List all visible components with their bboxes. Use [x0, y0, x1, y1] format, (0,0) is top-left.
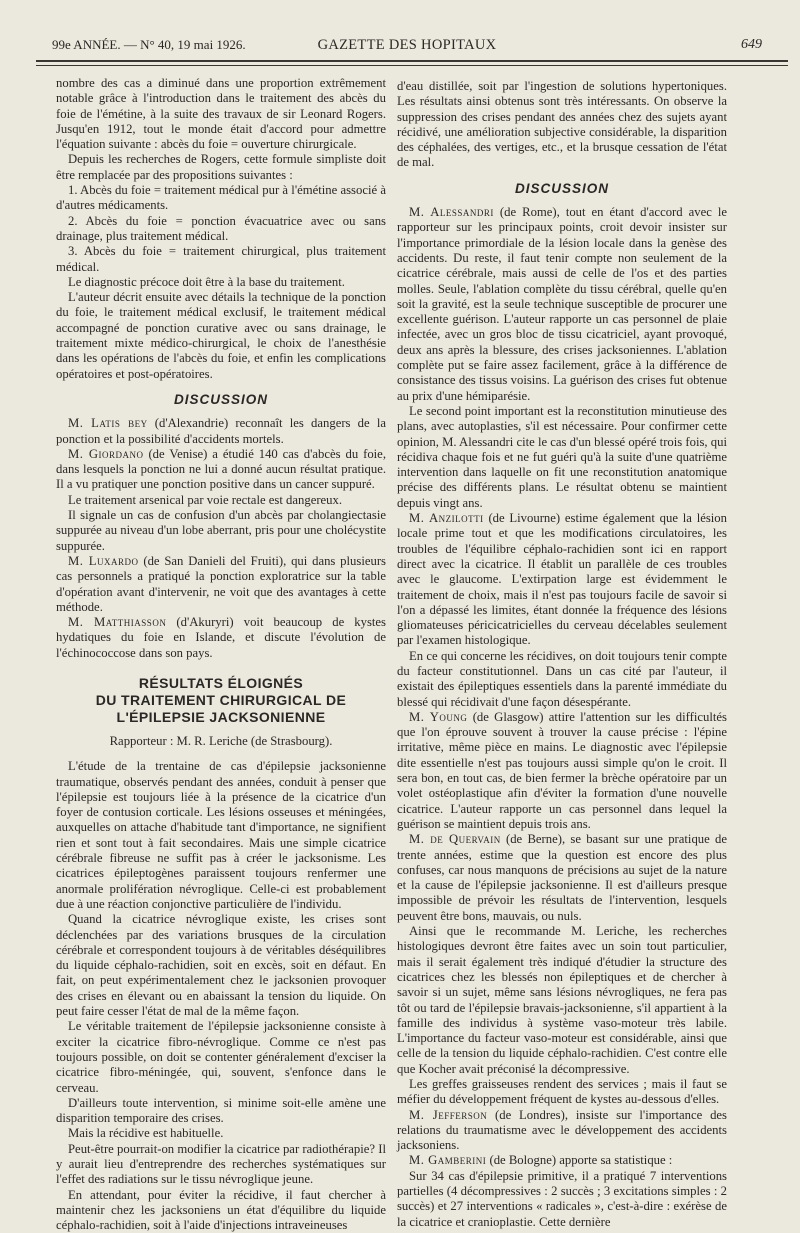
discussion-text: (d'Alexandrie) reconnaît les dangers de la ponction et la possibilité d'accidents mortels. [56, 416, 386, 446]
discussion-paragraph [397, 511, 727, 649]
paragraph: Depuis les recherches de Rogers, cette formule simpliste doit être remplacée par des propositions suivantes : [56, 152, 386, 182]
speaker-name: M. de Quervain [409, 832, 501, 847]
discussion-text: (de Berne), se basant sur une pratique de trente années, estime que la question est encore des plus confuses, car nous manquons de précisions au sujet de la nature et la cause de l'épilepsie jacksonienne. Il est d'ailleurs presque impossible de prévoir les résultats de l'intervention, lesquels peuvent être bons, mauvais, ou nuls. [397, 832, 727, 923]
discussion-paragraph [56, 493, 386, 508]
discussion-text: Ainsi que le recommande M. Leriche, les recherches histologiques devront être faites avec un soin tout particulier, mais il serait également très indiqué d'étudier la structure des cicatrices chez les blessés non épileptiques et de chercher à savoir si un sujet, même sans lésions névrogliques, ne fera pas tôt ou tard de l'épilepsie bravais-jacksonienne, s'il appartient à la famille des individus à système vaso-moteur très labile. L'importance du facteur vaso-moteur est considérable, ainsi que celle de la tension du liquide céphalo-rachidien. C'est contre elle que Kocher avait préconisé la décompressive. [397, 924, 727, 1076]
list-item: 3. Abcès du foie = traitement chirurgical, plus traitement médical. [56, 244, 386, 274]
discussion-text: Le second point important est la reconstitution minutieuse des plans, avec autoplasties, s'il est nécessaire. Pour confirmer cette opinion, M. Alessandri cite le cas d'un blessé opéré trois fois, qui récidiva chaque fois et ne fut guéri qu'à la suite d'une quatrième intervention dans laquelle on fit une reconstitution anatomique précise des différents plans. Le résultat obtenu se maintient depuis vingt ans. [397, 403, 727, 510]
rapporteur-line: Rapporteur : M. R. Leriche (de Strasbourg). [109, 733, 333, 748]
discussion-text: Le traitement arsenical par voie rectale est dangereux. [68, 492, 343, 507]
discussion-paragraph [397, 710, 727, 832]
discussion-paragraph [397, 1169, 727, 1230]
discussion-paragraph [56, 554, 386, 615]
discussion-paragraph [397, 404, 727, 511]
discussion-text: (d'Akuryri) voit beaucoup de kystes hydatiques du foie en Islande, et discute l'évolution de l'échinococcose dans son pays. [56, 615, 386, 660]
discussion-text: En ce qui concerne les récidives, on doit toujours tenir compte du facteur constitutionnel. Dans un cas cité par l'auteur, il existait des épileptiques essentiels dans la parenté immédiate du blessé qui récidivait d'une façon désespérante. [397, 648, 727, 709]
paragraph: Quand la cicatrice névroglique existe, les crises sont déclenchées par des variations brusques de la circulation cérébrale et correspondent toujours à de véritables déséquilibres du liquide céphalo-rachidien, soit en excès, soit en défaut. En fait, on peut expérimentalement chez le jacksonien provoquer des crises en élevant ou en abaissant la tension du liquide. On peut faire cesser l'état de mal de la même façon. [56, 912, 386, 1019]
speaker-name: M. Latis bey [68, 416, 148, 431]
discussion-paragraph [56, 447, 386, 493]
discussion-paragraph [56, 416, 386, 447]
article-title-line: RÉSULTATS ÉLOIGNÉS [138, 674, 304, 691]
paragraph: L'auteur décrit ensuite avec détails la technique de la ponction du foie, le traitement médical exclusif, le traitement médical accompagné de ponction curative avec ou sans drainage, le traitement mixte médico-chirurgical, le choix de l'anesthésie dans les opérations de l'abcès du foie, et enfin les complications opératoires et post-opératoires. [56, 290, 386, 381]
discussion-paragraph [397, 1108, 727, 1154]
speaker-name: M. Anzilotti [409, 511, 484, 526]
paragraph: Peut-être pourrait-on modifier la cicatrice par radiothérapie? Il y aurait lieu d'entreprendre des recherches systématiques sur l'effet des radiations sur le tissu névroglique jeune. [56, 1141, 386, 1187]
page-header [52, 36, 762, 54]
speaker-name: M. Alessandri [409, 205, 494, 220]
discussion-text: (de Livourne) estime également que la lésion locale prime tout et que les modifications circulatoires, les troubles de l'équilibre céphalo-rachidien sont ici en rapport direct avec la cicatrice. Il établit un parallèle de ces troubles avec le glaucome. L'extirpation large est évidemment le traitement de choix, mais il n'est pas toujours facile de savoir si l'on a dépassé les limites, étant donnée la fréquence des lésions gliomateuses péricicatricielles du cerveau décelables seulement par l'examen histologique. [397, 511, 727, 648]
list-item: 2. Abcès du foie = ponction évacuatrice avec ou sans drainage, plus traitement médical. [56, 213, 386, 243]
discussion-paragraph [397, 832, 727, 924]
discussion-text: (de Rome), tout en étant d'accord avec le rapporteur sur les principaux points, croit devoir insister sur l'importance primordiale de la lésion locale dans la genèse des accidents. Du reste, il faut tenir compte non seulement de la cicatrice cérébrale, mais aussi de celle de l'os et des parties molles. Seule, l'ablation complète du tissu cérébral, quelle qu'en soit la gravité, est la seule technique susceptible de procurer une excellente guérison. L'auteur rapporte un cas personnel de plaie infectée, avec un gros bloc de tissu cicatriciel, ayant provoqué, deux ans après la blessure, des crises jacksoniennes. L'ablation complète put se faire assez facilement, grâce à la différence de consistance des tissus voisins. La guérison des crises fut obtenue au prix d'une hémiparésie. [397, 205, 727, 403]
discussion-paragraph [397, 1153, 727, 1168]
article-title-line: DU TRAITEMENT CHIRURGICAL DE L'ÉPILEPSIE JACKSONIENNE [95, 691, 347, 725]
speaker-name: M. Young [409, 709, 468, 724]
discussion-text: (de San Danieli del Fruiti), qui dans plusieurs cas personnels a pratiqué la ponction exploratrice sur la table d'opération avant d'intervenir, ne voit que des avantages à cette méthode. [56, 553, 386, 614]
paragraph: nombre des cas a diminué dans une proportion extrêmement notable grâce à l'introduction dans le traitement des abcès du foie de l'émétine, à la suite des travaux de sir Leonard Rogers. Jusqu'en 1912, tout le monde était d'accord pour admettre l'équation suivante : abcès du foie = ouverture chirurgicale. [56, 76, 386, 152]
issue-info: 99e ANNÉE. — N° 40, 19 mai 1926. [52, 37, 246, 52]
journal-title: GAZETTE DES HOPITAUX [317, 37, 497, 53]
discussion-text: Il signale un cas de confusion d'un abcès par cholangiectasie suppurée au niveau d'un lobe aberrant, pris pour une cholécystite suppurée. [56, 508, 386, 553]
left-column [56, 76, 386, 1233]
speaker-name: M. Gamberini [409, 1153, 487, 1168]
paragraph: Mais la récidive est habituelle. [68, 1126, 224, 1141]
discussion-text: (de Venise) a étudié 140 cas d'abcès du foie, dans lesquels la ponction ne lui a donné aucun résultat pratique. Il a vu pratiquer une ponction positive dans un cancer suppuré. [56, 446, 386, 492]
section-heading: DISCUSSION [514, 180, 609, 196]
discussion-paragraph [397, 924, 727, 1077]
discussion-paragraph [397, 205, 727, 404]
speaker-name: M. Jefferson [409, 1107, 488, 1122]
discussion-text: Sur 34 cas d'épilepsie primitive, il a pratiqué 7 interventions partielles (4 décompressives : 2 succès ; 3 excitations simples : 2 succès) et 27 interventions « radicales », c'est-à-dire : exérèse de la cicatrice et cranioplastie. Cette dernière [397, 1168, 727, 1229]
paragraph: d'eau distillée, soit par l'ingestion de solutions hypertoniques. Les résultats ainsi obtenus sont très intéressants. On observe la suppression des crises pendant des années chez des sujets ayant récidivé, une amélioration subjective considérable, la disparition des céphalées, des vertiges, etc., et la brusque cessation de l'état de mal. [397, 79, 727, 170]
section-heading: DISCUSSION [173, 391, 268, 407]
speaker-name: M. Matthiasson [68, 615, 167, 630]
paragraph: D'ailleurs toute intervention, si minime soit-elle amène une disparition temporaire des crises. [56, 1095, 386, 1126]
discussion-text: (de Glasgow) attire l'attention sur les difficultés que l'on éprouve souvent à trouver la cause précise : l'épine irritative, même pièce en mains. Le diagnostic avec l'épilepsie dite essentielle n'est pas toujours aussi simple qu'on le croit. Il sera bon, en tout cas, de bien fermer la brèche opératoire par un volet ostéoplastique afin d'éviter la formation d'une nouvelle cicatrice. L'auteur rapporte un cas personnel dans lequel la guérison se maintient depuis trois ans. [397, 709, 727, 831]
discussion-paragraph [56, 508, 386, 554]
page-number: 649 [741, 37, 762, 52]
speaker-name: M. Giordano [68, 446, 144, 461]
header-rule [36, 60, 788, 62]
paragraph: En attendant, pour éviter la récidive, il faut chercher à maintenir chez les jacksoniens un état d'équilibre du liquide céphalo-rachidien, soit à l'aide d'injections intraveineuses [56, 1187, 386, 1233]
discussion-paragraph [397, 649, 727, 710]
right-column [397, 79, 727, 1230]
article-title [56, 675, 386, 726]
discussion-paragraph [56, 615, 386, 661]
discussion-paragraph [397, 1077, 727, 1108]
discussion-text: (de Londres), insiste sur l'importance des relations du traumatisme avec le développement des accidents jacksoniens. [397, 1107, 727, 1153]
discussion-text: (de Bologne) apporte sa statistique : [486, 1153, 673, 1168]
paragraph: Le véritable traitement de l'épilepsie jacksonienne consiste à exciter la cicatrice fibro-névroglique. Comme ce n'est pas toujours possible, on doit se contenter généralement d'exciser la cicatrice fibro-méningée, qui, souvent, s'enfonce dans le cerveau. [56, 1019, 386, 1095]
paragraph: Le diagnostic précoce doit être à la base du traitement. [68, 274, 345, 289]
speaker-name: M. Luxardo [68, 553, 139, 568]
paragraph: L'étude de la trentaine de cas d'épilepsie jacksonienne traumatique, observés pendant des années, conduit à penser que l'épilepsie est toujours liée à la présence de la cicatrice d'un foyer de contusion corticale. Les lésions osseuses et méningées, auxquelles on attache d'habitude tant d'importance, ne signifient rien et sont tout à fait secondaires. Mais une simple cicatrice cérébrale fibreuse ne suffit pas à créer le jacksonisme. Les cicatrices épileptogènes paraissent toujours renfermer une anormale prolifération névroglique. Celle-ci est probablement due à une réaction conjonctive particulière de l'individu. [56, 759, 386, 911]
discussion-text: Les greffes graisseuses rendent des services ; mais il faut se méfier du développement fréquent de kystes au-dessous d'elles. [397, 1077, 727, 1107]
header-rule-thin [36, 65, 788, 66]
list-item: 1. Abcès du foie = traitement médical pur à l'émétine associé à d'autres médicaments. [56, 183, 386, 213]
